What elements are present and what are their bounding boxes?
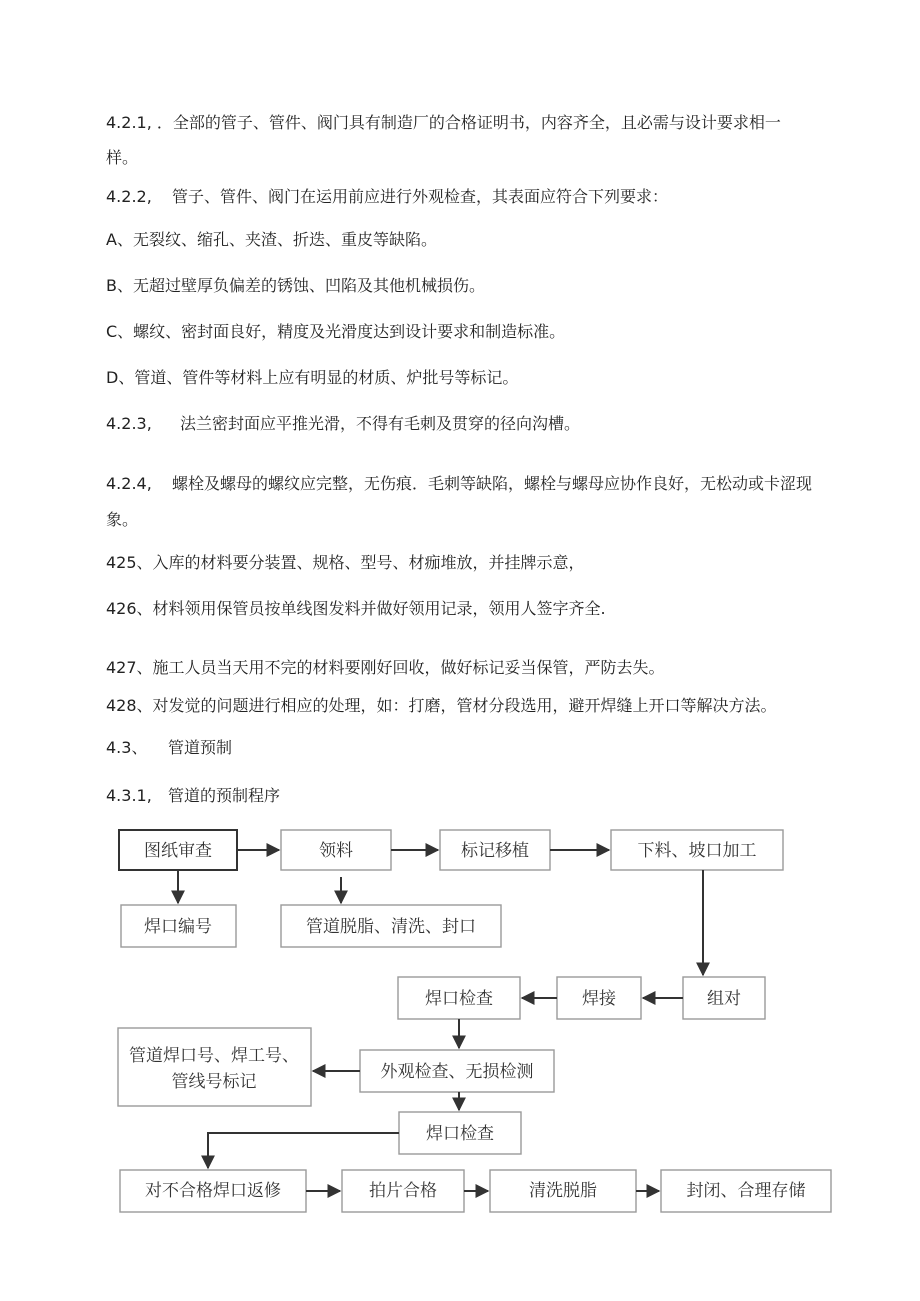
para-number: 425: [106, 553, 137, 572]
para-text: 管子、管件、阀门在运用前应进行外观检查，其表面应符合下列要求：: [172, 187, 669, 206]
para-text: 、对发觉的问题进行相应的处理，如：打磨，管材分段选用，避开焊缝上开口等解决方法。: [136, 696, 777, 715]
node-weld-check-2: [399, 1112, 521, 1154]
node-welding: [557, 977, 641, 1019]
para-text: 管道的预制程序: [168, 786, 281, 805]
node-material-pick: [281, 830, 391, 870]
node-label: 封闭、合理存储: [686, 1181, 806, 1201]
para-text: 、无超过壁厚负偏差的锈蚀、凹陷及其他机械损伤。: [116, 276, 485, 295]
node-weld-check-1: [398, 977, 520, 1019]
node-label: 外观检查、无损检测: [380, 1062, 534, 1082]
node-label: 组对: [707, 989, 741, 1009]
node-label: 焊口编号: [144, 917, 212, 937]
node-label: 拍片合格: [369, 1181, 437, 1201]
para-number: 4.2.1,: [106, 113, 152, 132]
node-mark-transfer: [440, 830, 550, 870]
para-text: 管道预制: [168, 738, 233, 757]
para-text: 、入库的材料要分装置、规格、型号、材痂堆放，并挂牌示意，: [136, 553, 585, 572]
arrow-check2-to-repair: [208, 1133, 399, 1168]
node-label: 焊口检查: [425, 989, 493, 1009]
para-number: 428: [106, 696, 137, 715]
node-label: 标记移植: [461, 841, 529, 861]
node-weld-number: [121, 905, 236, 947]
para-text: 、施工人员当天用不完的材料要刚好回收，做好标记妥当保管，严防去失。: [136, 658, 665, 677]
node-label: 领料: [319, 841, 353, 861]
node-label: 下料、坡口加工: [637, 841, 757, 861]
node-marking: [118, 1028, 311, 1106]
para-text: 、无裂纹、缩孔、夹渣、折迭、重皮等缺陷。: [116, 230, 437, 249]
node-degrease-clean-seal: [281, 905, 501, 947]
para-number: 427: [106, 658, 137, 677]
para-number: 426: [106, 599, 137, 618]
para-text: 、螺纹、密封面良好，精度及光滑度达到设计要求和制造标准。: [117, 322, 566, 341]
para-number: C: [106, 322, 118, 341]
para-number: 4.2.4,: [106, 474, 152, 493]
node-film-pass: [342, 1170, 464, 1212]
node-label: 管道脱脂、清洗、封口: [306, 917, 476, 937]
para-number: 4.2.3,: [106, 414, 152, 433]
para-text: ．全部的管子、管件、阀门具有制造厂的合格证明书，内容齐全，且必需与设计要求相一: [151, 113, 781, 132]
node-label: 对不合格焊口返修: [145, 1181, 281, 1201]
para-number: 4.3、: [106, 738, 148, 757]
node-label: 管线号标记: [171, 1072, 257, 1092]
para-number: 4.3.1,: [106, 786, 152, 805]
para-number: 4.2.2,: [106, 187, 152, 206]
para-text: 、材料领用保管员按单线图发料并做好领用记录，领用人签字齐全.: [136, 599, 606, 618]
para-text: 法兰密封面应平推光滑，不得有毛刺及贯穿的径向沟槽。: [180, 414, 581, 433]
node-label: 管道焊口号、焊工号、: [129, 1046, 299, 1066]
node-label: 清洗脱脂: [529, 1181, 597, 1201]
para-number: D: [106, 368, 119, 387]
node-label: 焊接: [582, 989, 616, 1009]
node-clean-degrease: [490, 1170, 636, 1212]
node-label: 图纸审查: [144, 841, 212, 861]
node-fitup: [683, 977, 765, 1019]
para-number: B: [106, 276, 117, 295]
para-text: 样。: [106, 148, 139, 167]
node-label: 焊口检查: [426, 1124, 494, 1144]
para-text: 螺栓及螺母的螺纹应完整，无伤痕．毛刺等缺陷，螺栓与螺母应协作良好，无松动或卡涩现: [172, 474, 813, 493]
node-drawing-review: [119, 830, 237, 870]
para-number: A: [106, 230, 117, 249]
node-repair: [120, 1170, 306, 1212]
node-cutting-bevel: [611, 830, 783, 870]
node-visual-ndt: [360, 1050, 554, 1092]
para-text: 象。: [106, 510, 139, 529]
node-seal-store: [661, 1170, 831, 1212]
para-text: 、管道、管件等材料上应有明显的材质、炉批号等标记。: [118, 368, 519, 387]
